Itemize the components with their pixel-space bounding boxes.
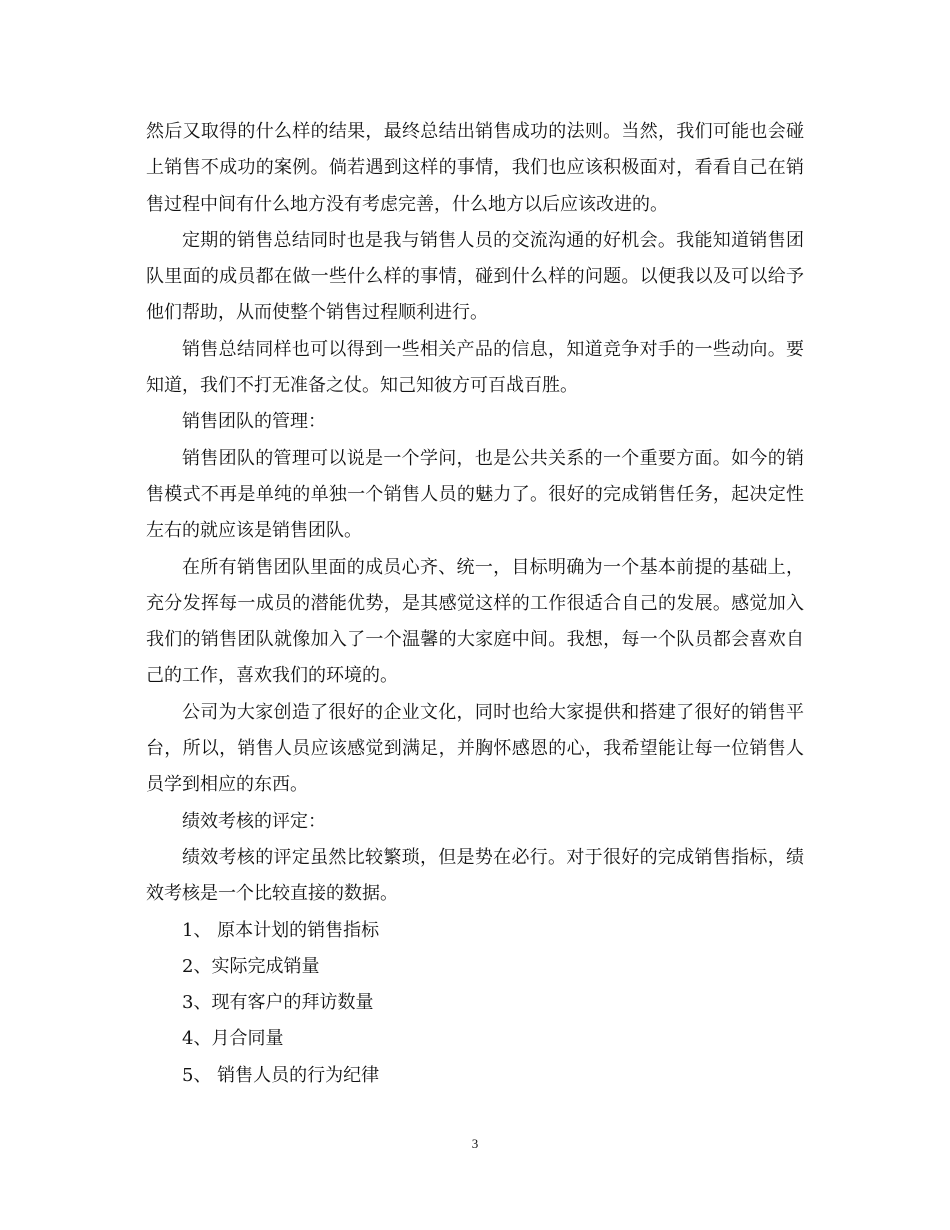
list-item: 1、 原本计划的销售指标	[182, 919, 380, 941]
paragraph-1: 然后又取得的什么样的结果，最终总结出销售成功的法则。当然，我们可能也会碰上销售不成功的案例。倘若遇到这样的事情，我们也应该积极面对，看看自己在销售过程中间有什么地方没有考虑完善，什么地方以后应该改进的。	[146, 121, 804, 215]
paragraph-5: 销售团队的管理可以说是一个学问，也是公共关系的一个重要方面。如今的销售模式不再是单纯的单独一个销售人员的魅力了。很好的完成销售任务，起决定性左右的就应该是销售团队。	[146, 447, 804, 542]
paragraph-9: 绩效考核的评定虽然比较繁琐，但是势在必行。对于很好的完成销售指标，绩效考核是一个比较直接的数据。	[146, 846, 804, 905]
list-item: 4、月合同量	[182, 1028, 284, 1050]
page-number: 3	[471, 1136, 479, 1151]
section-heading-team-management: 销售团队的管理：	[182, 411, 326, 433]
paragraph-6: 在所有销售团队里面的成员心齐、统一，目标明确为一个基本前提的基础上，充分发挥每一成员的潜能优势，是其感觉这样的工作很适合自己的发展。感觉加入我们的销售团队就像加入了一个温馨的大家庭中间。我想，每一个队员都会喜欢自己的工作，喜欢我们的环境的。	[146, 556, 804, 687]
paragraph-2: 定期的销售总结同时也是我与销售人员的交流沟通的好机会。我能知道销售团队里面的成员都在做一些什么样的事情，碰到什么样的问题。以便我以及可以给予他们帮助，从而使整个销售过程顺利进行。	[146, 229, 804, 324]
list-item: 2、实际完成销量	[182, 955, 320, 977]
list-item: 5、 销售人员的行为纪律	[182, 1064, 380, 1086]
list-item: 3、现有客户的拜访数量	[182, 992, 374, 1014]
paragraph-3: 销售总结同样也可以得到一些相关产品的信息，知道竞争对手的一些动向。要知道，我们不打无准备之仗。知己知彼方可百战百胜。	[146, 338, 804, 397]
paragraph-7: 公司为大家创造了很好的企业文化，同时也给大家提供和搭建了很好的销售平台，所以，销售人员应该感觉到满足，并胸怀感恩的心，我希望能让每一位销售人员学到相应的东西。	[146, 701, 804, 796]
section-heading-performance-review: 绩效考核的评定：	[182, 810, 326, 832]
document-body	[146, 114, 804, 1094]
